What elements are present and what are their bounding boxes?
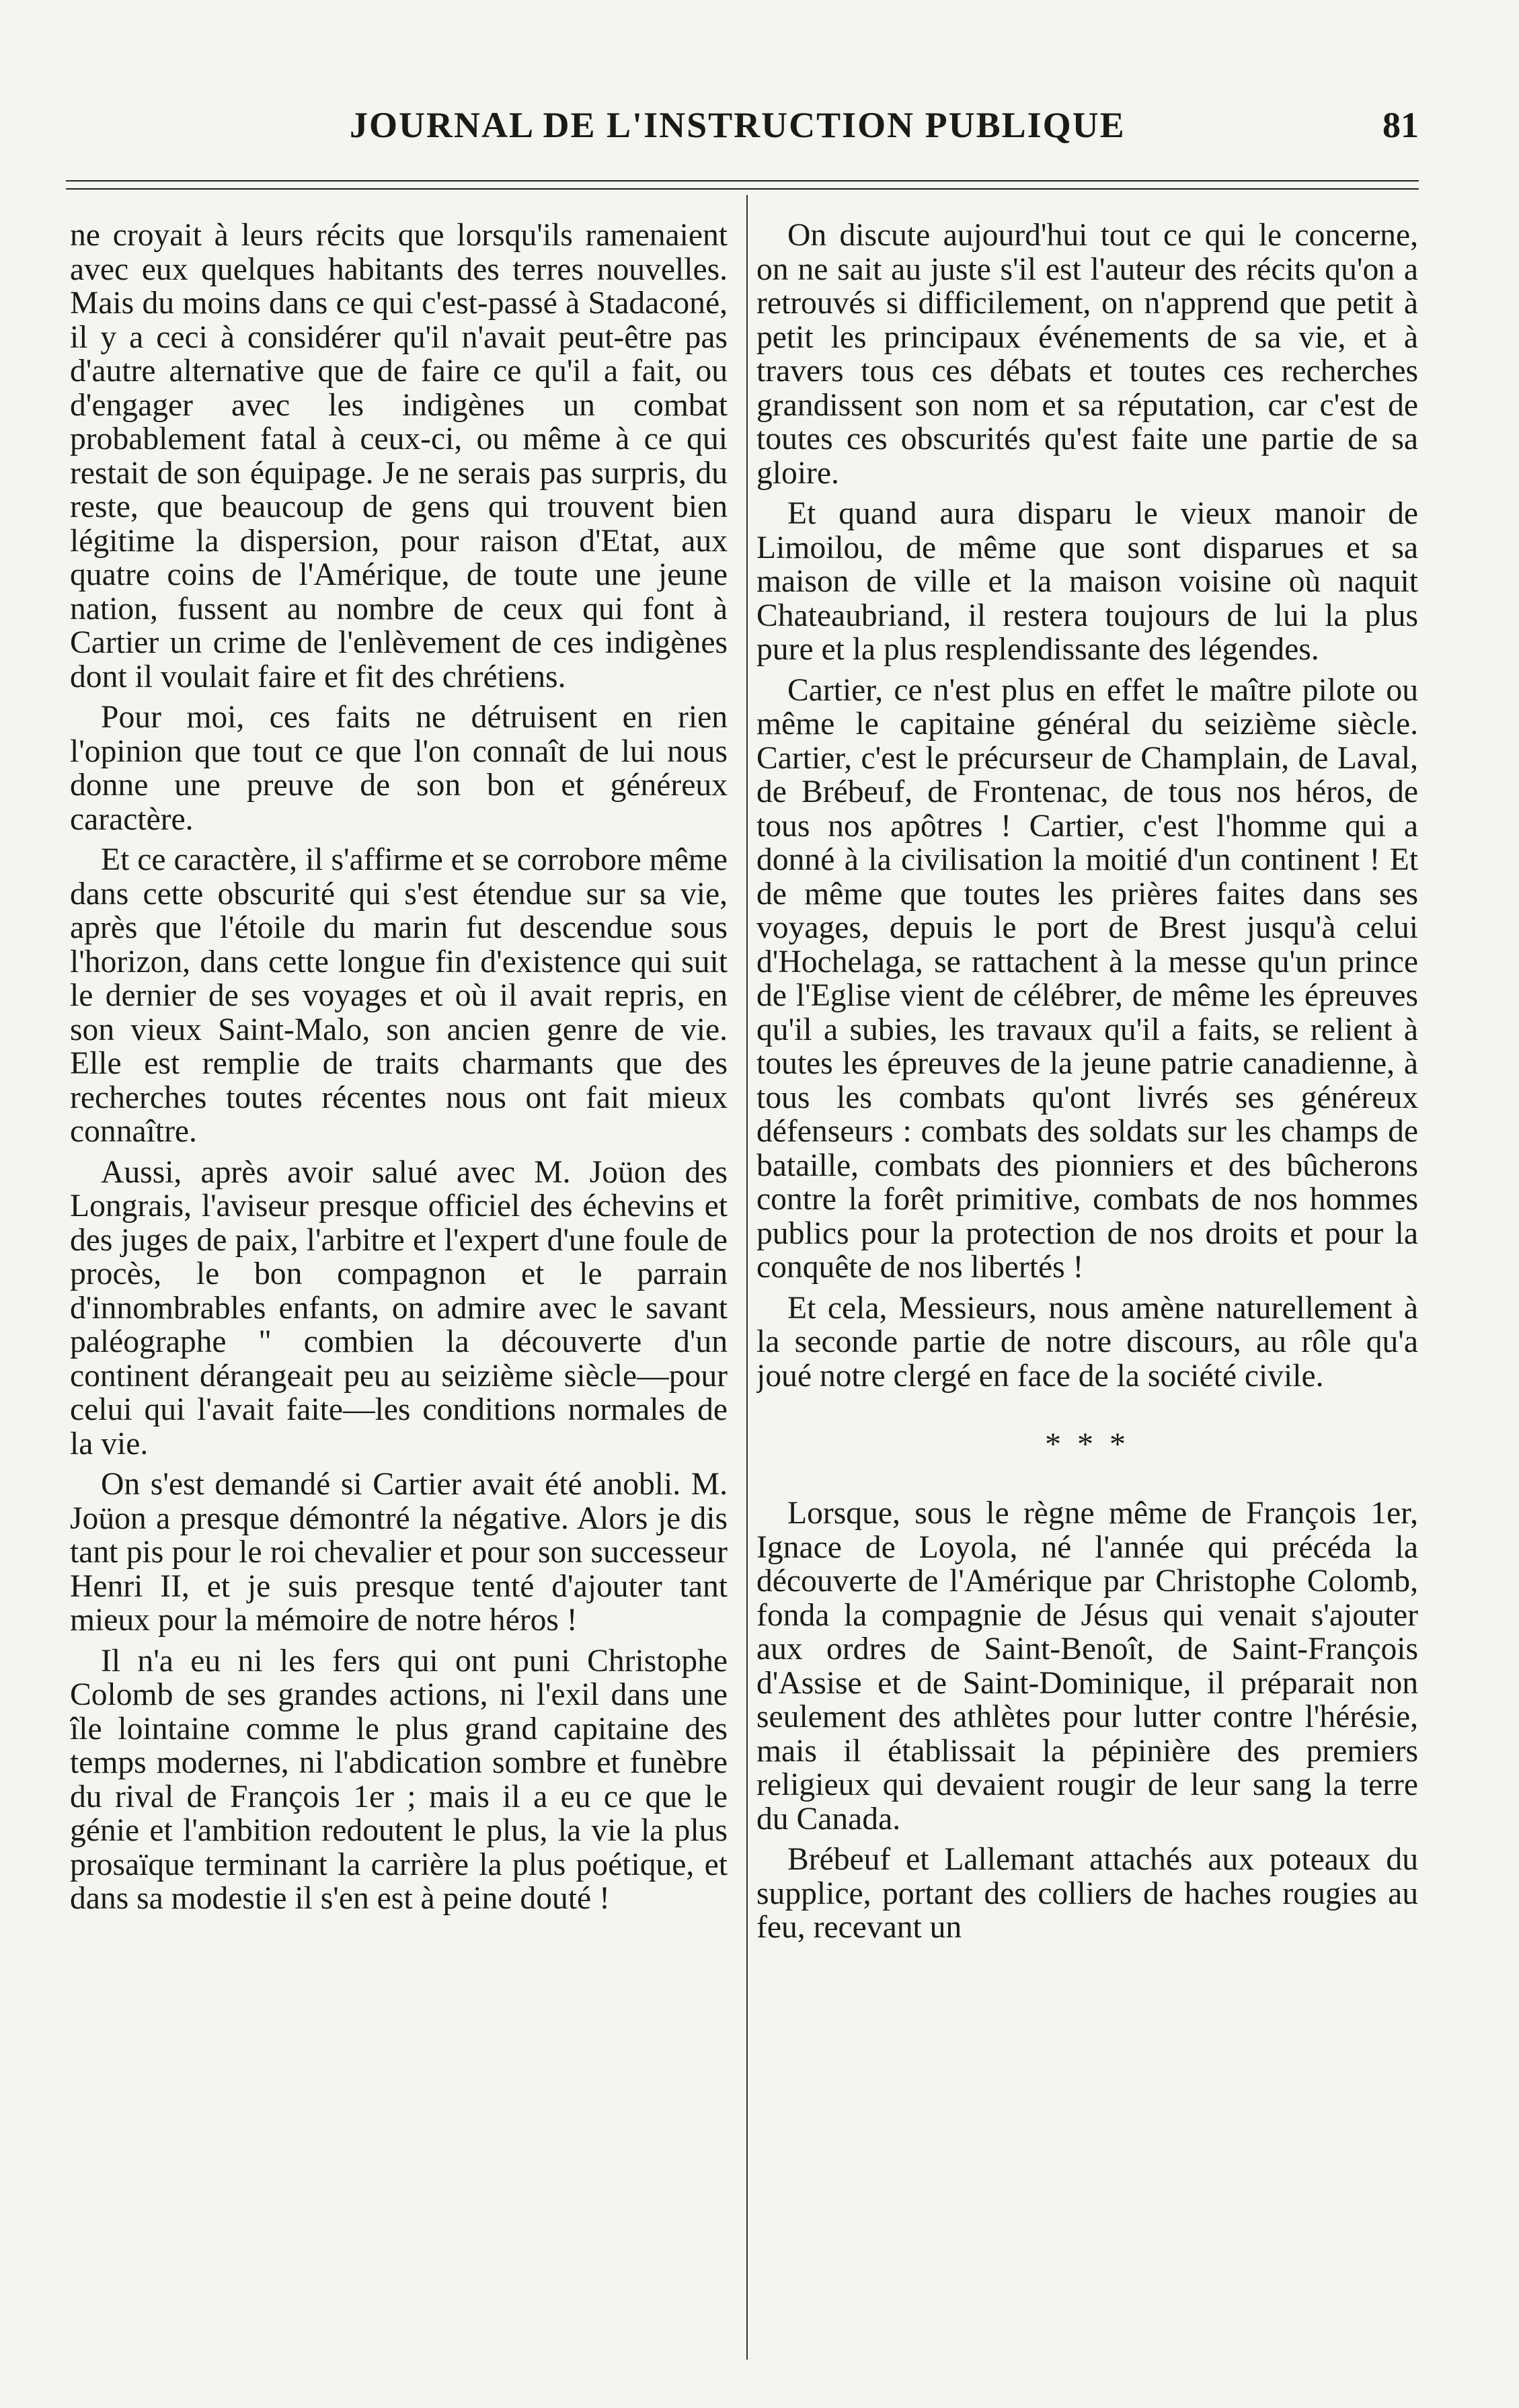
page-header [74,104,1419,165]
header-double-rule [66,180,1419,190]
paragraph: Et cela, Messieurs, nous amène naturellement à la seconde partie de notre discours, au rôle qu'a joué notre clergé en face de la société civile. [756,1290,1418,1394]
right-column [756,218,1418,2370]
left-column [70,218,728,2370]
paragraph: ne croyait à leurs récits que lorsqu'ils ramenaient avec eux quelques habitants des terres nouvelles. Mais du moins dans ce qui c'est-passé à Stadaconé, il y a ceci à considérer qu'il n'avait peut-être pas d'autre alternative que de faire ce qu'il a fait, ou d'engager avec les indigènes un combat probablement fatal à ceux-ci, ou même à ce qui restait de son équipage. Je ne serais pas surpris, du reste, que beaucoup de gens qui trouvent bien légitime la dispersion, pour raison d'Etat, aux quatre coins de l'Amérique, de toute une jeune nation, fussent au nombre de ceux qui font à Cartier un crime de l'enlèvement de ces indigènes dont il voulait faire et fit des chrétiens. [70,218,728,694]
paragraph: Aussi, après avoir salué avec M. Joüon des Longrais, l'aviseur presque officiel des échevins et des juges de paix, l'arbitre et l'expert d'une foule de procès, le bon compagnon et le parrain d'innombrables enfants, on admire avec le savant paléographe " combien la découverte d'un continent dérangeait peu au seizième siècle—pour celui qui l'avait faite—les conditions normales de la vie. [70,1154,728,1461]
paragraph: On discute aujourd'hui tout ce qui le concerne, on ne sait au juste s'il est l'auteur des récits qu'on a retrouvés si difficilement, on n'apprend que petit à petit les principaux événements de sa vie, et à travers tous ces débats et toutes ces recherches grandissent son nom et sa réputation, car c'est de toutes ces obscurités qu'est faite une partie de sa gloire. [756,218,1418,491]
paragraph: Cartier, ce n'est plus en effet le maître pilote ou même le capitaine général du seizième siècle. Cartier, c'est le précurseur de Champlain, de Laval, de Brébeuf, de Frontenac, de tous nos héros, de tous nos apôtres ! Cartier, c'est l'homme qui a donné à la civilisation la moitié d'un continent ! Et de même que toutes les prières faites dans ses voyages, depuis le port de Brest jusqu'à celui d'Hochelaga, se rattachent à la messe qu'un prince de l'Eglise vient de célébrer, de même les épreuves qu'il a subies, les travaux qu'il a faits, se relient à toutes les épreuves de la jeune patrie canadienne, à tous les combats qu'ont livrés ses généreux défenseurs : combats des soldats sur les champs de bataille, combats des pionniers et des bûcherons contre la forêt primitive, combats de nos hommes publics pour la protection de nos droits et pour la conquête de nos libertés ! [756,672,1418,1285]
paragraph: Lorsque, sous le règne même de François 1er, Ignace de Loyola, né l'année qui précéda la découverte de l'Amérique par Christophe Colomb, fonda la compagnie de Jésus qui venait s'ajouter aux ordres de Saint-Benoît, de Saint-François d'Assise et de Saint-Dominique, il préparait non seulement des athlètes pour lutter contre l'hérésie, mais il établissait la pépinière des premiers religieux qui devaient rougir de leur sang la terre du Canada. [756,1496,1418,1837]
column-divider [746,195,748,2360]
paragraph: Brébeuf et Lallemant attachés aux poteaux du supplice, portant des colliers de haches rougies au feu, recevant un [756,1842,1418,1945]
journal-title: JOURNAL DE L'INSTRUCTION PUBLIQUE [350,105,1126,145]
paragraph: Il n'a eu ni les fers qui ont puni Christophe Colomb de ses grandes actions, ni l'exil dans une île lointaine comme le plus grand capitaine des temps modernes, ni l'abdication sombre et funèbre du rival de François 1er ; mais il a eu ce que le génie et l'ambition redoutent le plus, la vie la plus prosaïque terminant la carrière la plus poétique, et dans sa modestie il s'en est à peine douté ! [70,1643,728,1916]
paragraph: Et quand aura disparu le vieux manoir de Limoilou, de même que sont disparues et sa maison de ville et la maison voisine où naquit Chateaubriand, il restera toujours de lui la plus pure et la plus resplendissante des légendes. [756,496,1418,667]
paragraph: Pour moi, ces faits ne détruisent en rien l'opinion que tout ce que l'on connaît de lui nous donne une preuve de son bon et généreux caractère. [70,700,728,837]
page-number: 81 [1382,105,1419,145]
section-separator-asterism: * * * [1045,1427,1130,1462]
paragraph: On s'est demandé si Cartier avait été anobli. M. Joüon a presque démontré la négative. Alors je dis tant pis pour le roi chevalier et pour son successeur Henri II, et je suis presque tenté d'ajouter tant mieux pour la mémoire de notre héros ! [70,1467,728,1638]
paragraph: Et ce caractère, il s'affirme et se corrobore même dans cette obscurité qui s'est étendue sur sa vie, après que l'étoile du marin fut descendue sous l'horizon, dans cette longue fin d'existence qui suit le dernier de ses voyages et où il avait repris, en son vieux Saint-Malo, son ancien genre de vie. Elle est remplie de traits charmants que des recherches toutes récentes nous ont fait mieux connaître. [70,842,728,1149]
